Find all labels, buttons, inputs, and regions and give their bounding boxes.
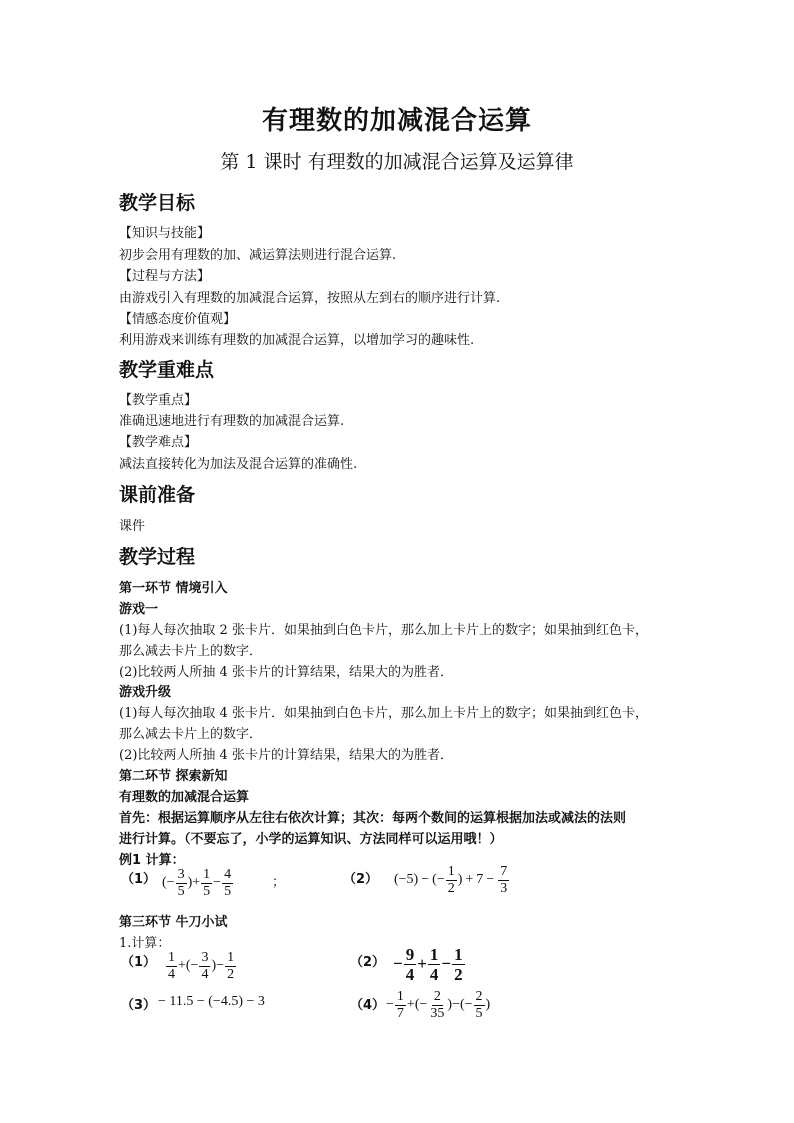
denominator: 4 [201,966,209,982]
fraction [395,990,406,1021]
section-heading-process: 教学过程 [119,546,196,568]
section-heading-preparation: 课前准备 [119,484,196,506]
plus-sign: + [465,872,474,887]
fraction [176,868,187,899]
example-label-1: （1） [121,872,157,887]
fraction [498,865,509,896]
denominator: 4 [429,964,439,984]
fraction [428,990,446,1021]
numerator: 4 [224,866,232,882]
paren-open: ( [162,875,167,890]
denominator: 3 [500,880,508,896]
practice-expression-2 [393,940,466,988]
minus-sign: − [190,958,199,973]
key-point-line: 【教学难点】 [119,435,198,450]
minus-sign: − [386,997,394,1012]
fraction [201,868,212,899]
paren-open: ( [459,997,465,1012]
objective-line: 初步会用有理数的加、减运算法则进行混合运算. [119,248,397,263]
paren-close: ) [457,872,463,887]
denominator: 5 [475,1005,483,1021]
fraction [446,865,457,896]
preparation-line: 课件 [119,519,146,534]
example-expression-2 [394,858,510,902]
example-expression-1 [162,861,234,905]
minus-sign: − [464,997,473,1012]
denominator: 5 [224,883,232,899]
plus-sign: + [192,875,201,890]
paren-close: ) [447,997,453,1012]
rule-line: 进行计算。（不要忘了，小学的运算知识、方法同样可以运用哦！） [119,832,503,847]
paren-close: ) [211,958,217,973]
numerator: 1 [168,949,175,965]
numerator: 1 [429,944,439,964]
minus-sign: − [213,875,222,890]
practice-expression-3: − 11.5 − (−4.5) − 3 [158,994,265,1009]
practice-label-3: （3） [121,998,157,1013]
paren-open: ( [432,872,437,887]
objective-line: 【知识与技能】 [119,226,211,241]
step-heading: 第一环节 情境引入 [119,581,228,596]
section-heading-objectives: 教学目标 [119,192,196,214]
document-title: 有理数的加减混合运算 [261,106,532,136]
minus-sign: − [452,997,460,1012]
fraction [452,946,465,983]
fraction [474,990,485,1021]
game-rule-line: (2)比较两人所抽 4 张卡片的计算结果，结果大的为胜者． [119,665,453,680]
practice-label-2: （2） [350,955,386,970]
minus-sign: − [216,958,225,973]
objective-line: 利用游戏来训练有理数的加减混合运算，以增加学习的趣味性. [119,333,475,348]
separator: ； [272,875,286,890]
game-rule-line: (2)比较两人所抽 4 张卡片的计算结果，结果大的为胜者． [119,748,453,763]
document-subtitle: 第 1 课时 有理数的加减混合运算及运算律 [220,151,574,173]
denominator: 4 [405,964,415,984]
number: 7 [476,872,484,887]
fraction [428,946,441,983]
numerator: 1 [396,988,404,1004]
game-title: 游戏升级 [119,685,172,700]
numerator: 2 [433,988,441,1004]
game-rule-line: 那么减去卡片上的数字． [119,644,263,659]
denominator: 35 [430,1005,445,1021]
step-heading: 第三环节 牛刀小试 [119,915,228,930]
fraction [222,868,233,899]
practice-expression-1 [165,944,237,988]
numerator: 1 [447,863,455,879]
paren-close: ) [485,997,491,1012]
section-heading-key-points: 教学重难点 [119,359,215,381]
practice-label-1: （1） [121,955,157,970]
example-heading: 例1 计算： [119,853,185,868]
paren-open: ( [414,997,420,1012]
practice-label-4: （4） [350,998,386,1013]
minus-sign: − [166,875,175,890]
numerator: 9 [405,944,415,964]
numerator: 3 [177,866,185,882]
game-rule-line: (1)每人每次抽取 4 张卡片．如果抽到白色卡片，那么加上卡片上的数字；如果抽到红色卡， [119,706,648,721]
rule-line: 首先：根据运算顺序从左往右依次计算；其次：每两个数间的运算根据加法或减法的法则 [119,811,627,826]
minus-sign: − [393,954,403,973]
plus-sign: + [406,997,415,1012]
practice-expression-4 [386,983,490,1027]
game-title: 游戏一 [119,602,159,617]
numerator: 3 [201,949,209,965]
example-label-2: （2） [343,872,379,887]
minus-sign: − [486,872,495,887]
fraction [225,951,236,982]
denominator: 7 [396,1005,404,1021]
numerator: 2 [475,988,483,1004]
minus-sign: − [436,872,445,887]
denominator: 5 [203,883,211,899]
denominator: 2 [454,964,463,984]
topic-heading: 有理数的加减混合运算 [119,790,250,805]
key-point-line: 准确迅速地进行有理数的加减混合运算. [119,414,345,429]
plus-sign: + [178,958,186,973]
objective-line: 【情感态度价值观】 [119,312,237,327]
key-point-line: 【教学重点】 [119,393,198,408]
plus-sign: + [417,954,427,973]
paren-close: ) [187,875,193,890]
numerator: 1 [227,949,235,965]
minus-sign: − [441,954,452,973]
game-rule-line: (1)每人每次抽取 2 张卡片．如果抽到白色卡片，那么加上卡片上的数字；如果抽到红色卡， [119,623,648,638]
step-heading: 第二环节 探索新知 [119,769,228,784]
fraction [166,951,177,982]
paren-open: ( [185,958,191,973]
game-rule-line: 那么减去卡片上的数字． [119,727,263,742]
denominator: 4 [168,966,175,982]
denominator: 5 [177,883,185,899]
minus-sign: − [421,872,430,887]
denominator: 2 [227,966,235,982]
key-point-line: 减法直接转化为加法及混合运算的准确性. [119,457,358,472]
numerator: 7 [500,863,508,879]
negative-five: (−5) [394,872,419,887]
numerator: 1 [203,866,211,882]
practice-heading: 1.计算： [119,936,171,951]
objective-line: 由游戏引入有理数的加减混合运算，按照从左到右的顺序进行计算. [119,291,501,306]
denominator: 2 [447,880,455,896]
numerator: 1 [454,944,463,964]
fraction [404,946,417,983]
minus-sign: − [419,997,428,1012]
fraction [199,951,210,982]
objective-line: 【过程与方法】 [119,269,211,284]
